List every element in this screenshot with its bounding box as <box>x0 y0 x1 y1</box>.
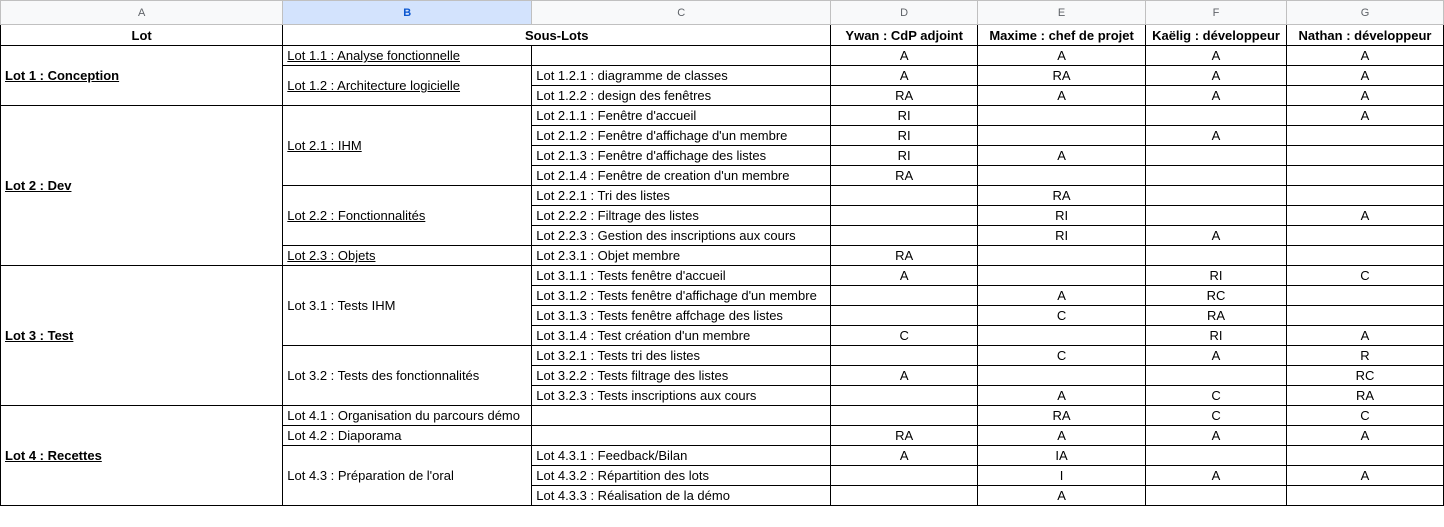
role-cell[interactable] <box>1287 226 1444 246</box>
task-cell[interactable]: Lot 2.2.1 : Tri des listes <box>532 186 831 206</box>
role-cell[interactable] <box>831 226 978 246</box>
task-cell[interactable]: Lot 3.2.2 : Tests filtrage des listes <box>532 366 831 386</box>
column-header-row <box>1 1 1444 25</box>
role-cell[interactable]: C <box>1287 266 1444 286</box>
role-cell[interactable]: RA <box>831 166 978 186</box>
sublot-cell[interactable]: Lot 2.3 : Objets <box>283 246 532 266</box>
header-member-ywan[interactable]: Ywan : CdP adjoint <box>831 25 978 46</box>
role-cell[interactable] <box>1146 446 1287 466</box>
role-cell[interactable]: RA <box>831 246 978 266</box>
lot-cell[interactable]: Lot 4 : Recettes <box>1 406 283 506</box>
sublot-cell[interactable]: Lot 2.2 : Fonctionnalités <box>283 186 532 246</box>
lot-cell[interactable]: Lot 1 : Conception <box>1 46 283 106</box>
role-cell[interactable]: A <box>831 46 978 66</box>
role-cell[interactable] <box>978 266 1146 286</box>
role-cell[interactable]: RA <box>1287 386 1444 406</box>
task-cell[interactable]: Lot 2.1.2 : Fenêtre d'affichage d'un membre <box>532 126 831 146</box>
lot-cell[interactable]: Lot 2 : Dev <box>1 106 283 266</box>
role-cell[interactable]: RI <box>1146 266 1287 286</box>
role-cell[interactable] <box>978 166 1146 186</box>
role-cell[interactable] <box>831 206 978 226</box>
role-cell[interactable]: C <box>831 326 978 346</box>
role-cell[interactable] <box>831 466 978 486</box>
role-cell[interactable] <box>1146 186 1287 206</box>
sublot-cell[interactable]: Lot 4.3 : Préparation de l'oral <box>283 446 532 506</box>
role-cell[interactable]: A <box>831 366 978 386</box>
column-header-e[interactable]: E <box>978 1 1146 25</box>
role-cell[interactable]: A <box>1287 86 1444 106</box>
role-cell[interactable]: A <box>1146 426 1287 446</box>
role-cell[interactable]: A <box>1146 126 1287 146</box>
role-cell[interactable]: A <box>1146 46 1287 66</box>
task-cell[interactable] <box>532 426 831 446</box>
header-member-nathan[interactable]: Nathan : développeur <box>1287 25 1444 46</box>
role-cell[interactable] <box>1146 106 1287 126</box>
role-cell[interactable] <box>1287 186 1444 206</box>
role-cell[interactable]: RI <box>831 106 978 126</box>
column-header-c[interactable]: C <box>532 1 831 25</box>
task-cell[interactable]: Lot 4.3.1 : Feedback/Bilan <box>532 446 831 466</box>
role-cell[interactable] <box>831 306 978 326</box>
role-cell[interactable]: RA <box>978 406 1146 426</box>
role-cell[interactable]: RI <box>831 146 978 166</box>
role-cell[interactable]: RC <box>1287 366 1444 386</box>
table-row <box>1 406 1444 426</box>
role-cell[interactable]: C <box>1287 406 1444 426</box>
role-cell[interactable] <box>831 406 978 426</box>
role-cell[interactable]: C <box>1146 386 1287 406</box>
role-cell[interactable] <box>1287 486 1444 506</box>
role-cell[interactable] <box>1287 246 1444 266</box>
role-cell[interactable] <box>831 346 978 366</box>
header-member-maxime[interactable]: Maxime : chef de projet <box>978 25 1146 46</box>
role-cell[interactable]: RA <box>978 66 1146 86</box>
task-cell[interactable]: Lot 2.2.2 : Filtrage des listes <box>532 206 831 226</box>
sublot-cell[interactable]: Lot 4.1 : Organisation du parcours démo <box>283 406 532 426</box>
role-cell[interactable]: RA <box>1146 306 1287 326</box>
role-cell[interactable]: A <box>978 146 1146 166</box>
role-cell[interactable] <box>1287 286 1444 306</box>
task-cell[interactable]: Lot 3.1.4 : Test création d'un membre <box>532 326 831 346</box>
role-cell[interactable] <box>1146 146 1287 166</box>
sublot-cell[interactable]: Lot 2.1 : IHM <box>283 106 532 186</box>
role-cell[interactable]: A <box>1287 66 1444 86</box>
role-cell[interactable] <box>1287 306 1444 326</box>
role-cell[interactable] <box>978 246 1146 266</box>
task-cell[interactable]: Lot 3.1.1 : Tests fenêtre d'accueil <box>532 266 831 286</box>
task-cell[interactable]: Lot 2.1.4 : Fenêtre de creation d'un membre <box>532 166 831 186</box>
task-cell[interactable]: Lot 2.2.3 : Gestion des inscriptions aux cours <box>532 226 831 246</box>
task-cell[interactable]: Lot 2.1.3 : Fenêtre d'affichage des listes <box>532 146 831 166</box>
role-cell[interactable] <box>1146 486 1287 506</box>
role-cell[interactable]: A <box>831 66 978 86</box>
sublot-cell[interactable]: Lot 3.2 : Tests des fonctionnalités <box>283 346 532 406</box>
role-cell[interactable]: RA <box>978 186 1146 206</box>
role-cell[interactable]: RI <box>978 226 1146 246</box>
role-cell[interactable]: A <box>1287 46 1444 66</box>
role-cell[interactable] <box>978 366 1146 386</box>
role-cell[interactable]: A <box>1146 226 1287 246</box>
role-cell[interactable]: A <box>978 286 1146 306</box>
role-cell[interactable]: C <box>978 306 1146 326</box>
sublot-cell[interactable]: Lot 4.2 : Diaporama <box>283 426 532 446</box>
role-cell[interactable]: A <box>1287 106 1444 126</box>
task-cell[interactable]: Lot 3.2.3 : Tests inscriptions aux cours <box>532 386 831 406</box>
sublot-cell[interactable]: Lot 1.2 : Architecture logicielle <box>283 66 532 106</box>
role-cell[interactable]: RI <box>978 206 1146 226</box>
role-cell[interactable] <box>978 126 1146 146</box>
header-member-kaelig[interactable]: Kaëlig : développeur <box>1146 25 1287 46</box>
role-cell[interactable]: A <box>1146 346 1287 366</box>
task-cell[interactable]: Lot 3.1.3 : Tests fenêtre affchage des listes <box>532 306 831 326</box>
role-cell[interactable] <box>1146 366 1287 386</box>
role-cell[interactable] <box>1287 446 1444 466</box>
role-cell[interactable] <box>831 286 978 306</box>
header-lot[interactable]: Lot <box>1 25 283 46</box>
task-cell[interactable] <box>532 46 831 66</box>
role-cell[interactable]: I <box>978 466 1146 486</box>
task-cell[interactable]: Lot 1.2.2 : design des fenêtres <box>532 86 831 106</box>
role-cell[interactable] <box>1287 126 1444 146</box>
column-header-f[interactable]: F <box>1146 1 1287 25</box>
task-cell[interactable]: Lot 2.1.1 : Fenêtre d'accueil <box>532 106 831 126</box>
header-row <box>1 25 1444 46</box>
role-cell[interactable]: C <box>1146 406 1287 426</box>
role-cell[interactable] <box>978 326 1146 346</box>
role-cell[interactable]: A <box>978 386 1146 406</box>
role-cell[interactable] <box>978 106 1146 126</box>
role-cell[interactable]: A <box>1146 466 1287 486</box>
role-cell[interactable]: A <box>831 446 978 466</box>
column-header-g[interactable]: G <box>1287 1 1444 25</box>
role-cell[interactable]: A <box>1287 426 1444 446</box>
column-header-d[interactable]: D <box>831 1 978 25</box>
table-row <box>1 46 1444 66</box>
role-cell[interactable]: A <box>1146 66 1287 86</box>
role-cell[interactable]: RI <box>831 126 978 146</box>
role-cell[interactable]: A <box>978 426 1146 446</box>
role-cell[interactable] <box>1146 206 1287 226</box>
column-header-a[interactable]: A <box>1 1 283 25</box>
task-cell[interactable]: Lot 3.2.1 : Tests tri des listes <box>532 346 831 366</box>
role-cell[interactable] <box>831 486 978 506</box>
role-cell[interactable] <box>1146 246 1287 266</box>
role-cell[interactable] <box>1287 166 1444 186</box>
role-cell[interactable]: RA <box>831 426 978 446</box>
role-cell[interactable]: A <box>1146 86 1287 106</box>
role-cell[interactable]: RC <box>1146 286 1287 306</box>
role-cell[interactable] <box>831 386 978 406</box>
task-cell[interactable] <box>532 406 831 426</box>
task-cell[interactable]: Lot 3.1.2 : Tests fenêtre d'affichage d'un membre <box>532 286 831 306</box>
lot-cell[interactable]: Lot 3 : Test <box>1 266 283 406</box>
table-row <box>1 106 1444 126</box>
task-cell[interactable]: Lot 4.3.3 : Réalisation de la démo <box>532 486 831 506</box>
role-cell[interactable] <box>831 186 978 206</box>
column-header-b[interactable]: B <box>283 1 532 25</box>
role-cell[interactable] <box>1146 166 1287 186</box>
role-cell[interactable]: A <box>1287 206 1444 226</box>
role-cell[interactable]: A <box>978 46 1146 66</box>
sublot-cell[interactable]: Lot 1.1 : Analyse fonctionnelle <box>283 46 532 66</box>
sublot-cell[interactable]: Lot 3.1 : Tests IHM <box>283 266 532 346</box>
role-cell[interactable]: IA <box>978 446 1146 466</box>
role-cell[interactable] <box>1287 146 1444 166</box>
role-cell[interactable]: RA <box>831 86 978 106</box>
role-cell[interactable]: A <box>978 486 1146 506</box>
table-row <box>1 266 1444 286</box>
header-sous-lots[interactable]: Sous-Lots <box>283 25 831 46</box>
role-cell[interactable]: A <box>831 266 978 286</box>
role-cell[interactable]: R <box>1287 346 1444 366</box>
task-cell[interactable]: Lot 1.2.1 : diagramme de classes <box>532 66 831 86</box>
role-cell[interactable]: RI <box>1146 326 1287 346</box>
role-cell[interactable]: A <box>1287 326 1444 346</box>
task-cell[interactable]: Lot 2.3.1 : Objet membre <box>532 246 831 266</box>
role-cell[interactable]: A <box>978 86 1146 106</box>
role-cell[interactable]: C <box>978 346 1146 366</box>
task-cell[interactable]: Lot 4.3.2 : Répartition des lots <box>532 466 831 486</box>
role-cell[interactable]: A <box>1287 466 1444 486</box>
